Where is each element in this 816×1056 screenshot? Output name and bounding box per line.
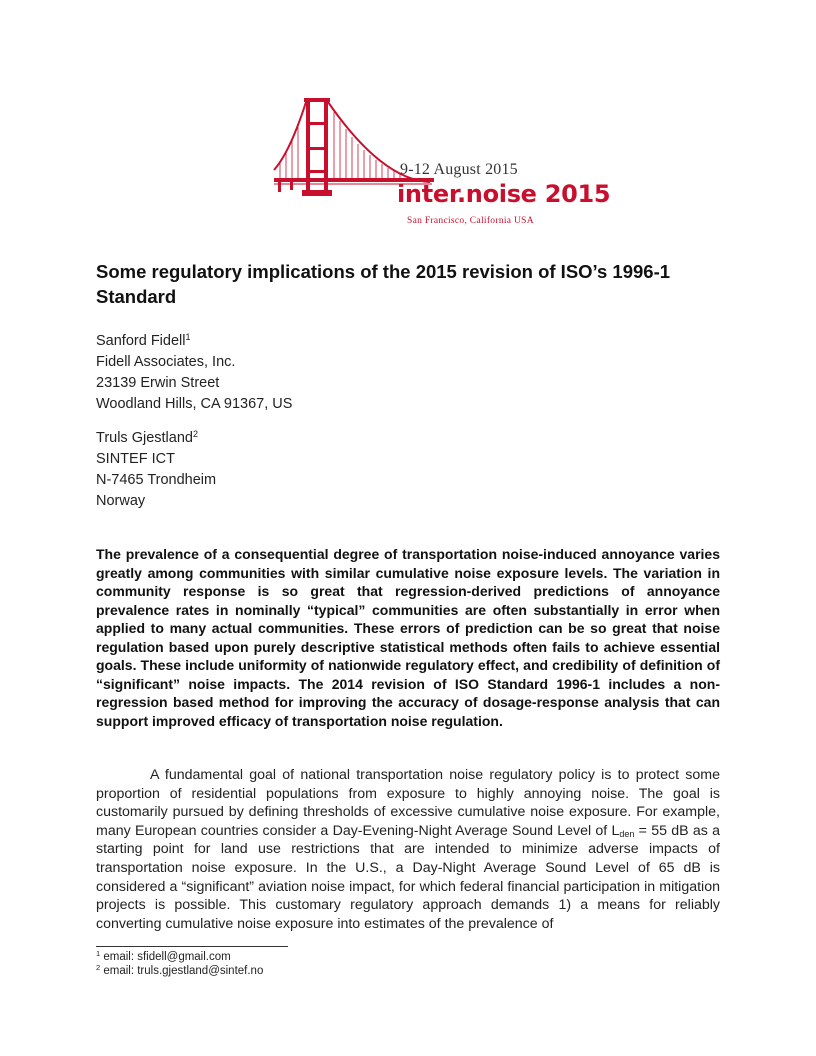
footnote-email: email: sfidell@gmail.com bbox=[100, 951, 231, 963]
footnote-1: $^1$ email: sfidell@gmail.com bbox=[96, 949, 231, 963]
footnote-mark: 1 bbox=[185, 332, 191, 342]
author-city: Woodland Hills, CA 91367, US bbox=[96, 396, 293, 412]
author-affiliation: Fidell Associates, Inc. bbox=[96, 354, 236, 370]
author-street: 23139 Erwin Street bbox=[96, 375, 220, 391]
brand-year: 2015 bbox=[544, 180, 611, 208]
conference-location: San Francisco, California USA bbox=[407, 216, 534, 226]
body-paragraph: A fundamental goal of national transportation noise regulatory policy is to protect some proportion of residential populations from exposure to highly annoying noise. The goal is customarily pursued by defining thresholds of excessive cumulative noise exposure. For example, many European countries consider a Day-Evening-Night Average Sound Level of $L_{den} = 55$ dB as a starting point for land use restrictions that are intended to minimize adverse impacts of transportation noise exposure. In the U.S., a Day-Night Average Sound Level of 65 dB is considered a “significant” aviation noise impact, for which federal financial participation in mitigation projects is possible. This customary regulatory approach demands 1) a means for reliably converting cumulative noise exposure into estimates of the prevalence of bbox=[96, 767, 720, 932]
author-block bbox=[96, 331, 292, 415]
subscript-den: den bbox=[619, 828, 635, 839]
paper-title: Some regulatory implications of the 2015 revision of ISO’s 1996-1 Standard bbox=[96, 261, 671, 307]
author-city: Norway bbox=[96, 493, 146, 509]
footnotes bbox=[96, 950, 263, 978]
author-block bbox=[96, 428, 216, 512]
author-street: N-7465 Trondheim bbox=[96, 472, 217, 488]
author-name: Truls Gjestland$^2$ bbox=[96, 429, 198, 446]
footnote-divider bbox=[96, 946, 288, 947]
footnote-2: $^2$ email: truls.gjestland@sintef.no bbox=[96, 963, 264, 977]
brand-name: inter.noise bbox=[397, 180, 537, 208]
conference-brand bbox=[397, 180, 610, 208]
author-affiliation: SINTEF ICT bbox=[96, 451, 175, 467]
author-name: Sanford Fidell$^1$ bbox=[96, 332, 191, 349]
footnote-mark: 2 bbox=[192, 429, 198, 439]
conference-dates: 9-12 August 2015 bbox=[400, 161, 518, 178]
footnote-email: email: truls.gjestland@sintef.no bbox=[100, 965, 264, 977]
abstract: The prevalence of a consequential degree of transportation noise-induced annoyance varies greatly among communities with similar cumulative noise exposure levels. The variation in community response is so great that regression-derived predictions of annoyance prevalence rates in nominally “typical” communities are often substantially in error when applied to many actual communities. These errors of prediction can be so great that noise regulation based upon purely descriptive statistical methods often fails to achieve essential goals. These include uniformity of nationwide regulatory effect, and credibility of definition of “significant” noise impacts. The 2014 revision of ISO Standard 1996-1 includes a non-regression based method for improving the accuracy of dosage-response analysis that can support improved efficacy of transportation noise regulation. bbox=[96, 546, 720, 729]
